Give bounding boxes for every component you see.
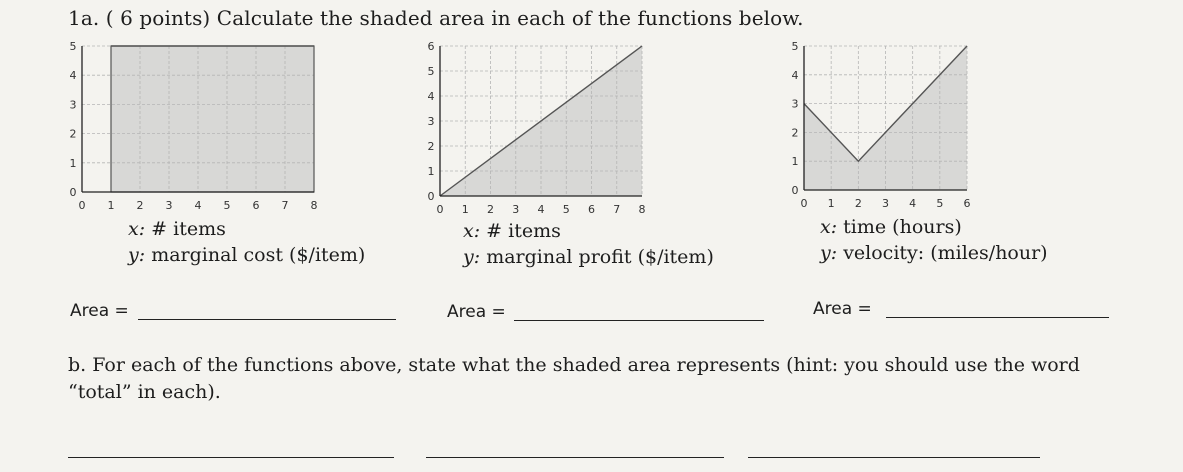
graph2-x-tick-label: 8 bbox=[638, 203, 646, 216]
graph1-x-tick-label: 2 bbox=[136, 199, 144, 212]
graph1-y-label bbox=[128, 244, 365, 266]
graph1-x-text: # items bbox=[151, 218, 226, 240]
graph2-y-tick-label: 0 bbox=[427, 190, 435, 203]
graph1-x-var: x: bbox=[128, 218, 146, 240]
graph2-y-tick-label: 6 bbox=[427, 40, 435, 53]
graph2-y-tick-label: 4 bbox=[427, 90, 435, 103]
part-b-answer-line-1[interactable] bbox=[68, 457, 394, 458]
part-b-question: b. For each of the functions above, state what the shaded area represents (hint: you should use the word “total” in each). bbox=[68, 354, 1080, 403]
graph2-x-tick-label: 7 bbox=[613, 203, 621, 216]
graph2-x-tick-label: 4 bbox=[537, 203, 545, 216]
graph2-x-tick-label: 3 bbox=[512, 203, 520, 216]
graph3-y-tick-label: 2 bbox=[791, 126, 799, 140]
graph1-x-tick-label: 6 bbox=[252, 199, 260, 212]
graph2-y-text: marginal profit ($/item) bbox=[486, 246, 714, 268]
graph1-y-tick-label: 2 bbox=[69, 127, 77, 141]
graph1-x-tick-label: 3 bbox=[165, 199, 173, 212]
graph2-x-tick-label: 1 bbox=[461, 203, 469, 216]
graph2-x-tick-label: 5 bbox=[562, 203, 570, 216]
graph2-x-text: # items bbox=[486, 220, 561, 242]
graph2-y-tick-label: 5 bbox=[427, 65, 435, 78]
graph1-x-tick-label: 1 bbox=[107, 199, 115, 212]
graph2-y-tick-label: 2 bbox=[427, 140, 435, 153]
question-title: 1a. ( 6 points) Calculate the shaded area in each of the functions below. bbox=[68, 6, 804, 30]
graph3-y-tick-label: 3 bbox=[791, 97, 799, 111]
graph2-y-var: y: bbox=[463, 246, 481, 268]
graph2-y-tick-label: 1 bbox=[427, 165, 435, 178]
graph1-x-label bbox=[128, 218, 226, 240]
graph1-y-tick-label: 1 bbox=[69, 156, 77, 170]
part-b-answer-line-3[interactable] bbox=[748, 457, 1040, 458]
graph2-x-tick-label: 0 bbox=[436, 203, 444, 216]
part-b-answer-line-2[interactable] bbox=[426, 457, 724, 458]
graph1-x-tick-label: 7 bbox=[281, 199, 289, 212]
graph2-x-tick-label: 6 bbox=[588, 203, 595, 216]
graph1-x-tick-label: 4 bbox=[194, 199, 202, 212]
graph2-y-label bbox=[463, 246, 714, 268]
graph1-area-answer-line[interactable] bbox=[138, 319, 396, 320]
graph1-x-tick-label: 0 bbox=[78, 199, 86, 212]
graph3-x-tick-label: 1 bbox=[827, 197, 835, 210]
graph2-area-label: Area = bbox=[447, 302, 506, 322]
graph3-x-tick-label: 4 bbox=[909, 197, 917, 210]
graph3-area-label: Area = bbox=[813, 299, 872, 319]
graph3-x-tick-label: 5 bbox=[936, 197, 944, 210]
graph3-x-tick-label: 0 bbox=[800, 197, 808, 210]
graph1-y-tick-label: 0 bbox=[69, 186, 77, 199]
graph1-y-text: marginal cost ($/item) bbox=[151, 244, 366, 266]
graph1-y-tick-label: 4 bbox=[69, 69, 77, 83]
graph1-shaded-area bbox=[111, 46, 314, 192]
graph1-y-tick-label: 5 bbox=[69, 40, 77, 53]
graph2-area-answer-line[interactable] bbox=[514, 320, 764, 321]
graph3-y-tick-label: 1 bbox=[791, 155, 799, 169]
graph1-area-label: Area = bbox=[70, 301, 129, 321]
graph1-x-tick-label: 8 bbox=[310, 199, 318, 212]
graph3-x-var: x: bbox=[820, 216, 838, 238]
graph3-x-tick-label: 2 bbox=[854, 197, 862, 210]
graph2-y-tick-label: 3 bbox=[427, 115, 435, 128]
graph3-y-tick-label: 4 bbox=[791, 68, 799, 82]
graph3-y-text: velocity: (miles/hour) bbox=[843, 242, 1048, 264]
graph1-y-var: y: bbox=[128, 244, 146, 266]
graph3-y-tick-label: 0 bbox=[791, 184, 799, 197]
graph3-area-answer-line[interactable] bbox=[886, 317, 1109, 318]
graph2-x-tick-label: 2 bbox=[487, 203, 494, 216]
graph2-x-label bbox=[463, 220, 561, 242]
graph3-x-tick-label: 6 bbox=[963, 197, 971, 210]
graph3-y-tick-label: 5 bbox=[791, 40, 799, 53]
graph2-x-var: x: bbox=[463, 220, 481, 242]
graph3-y-label bbox=[820, 242, 1048, 264]
graph3-y-var: y: bbox=[820, 242, 838, 264]
graph3-x-label bbox=[820, 216, 962, 238]
graph1-x-tick-label: 5 bbox=[223, 199, 231, 212]
graph1-y-tick-label: 3 bbox=[69, 98, 77, 112]
graph3-x-tick-label: 3 bbox=[882, 197, 889, 210]
graph3-x-text: time (hours) bbox=[843, 216, 962, 238]
